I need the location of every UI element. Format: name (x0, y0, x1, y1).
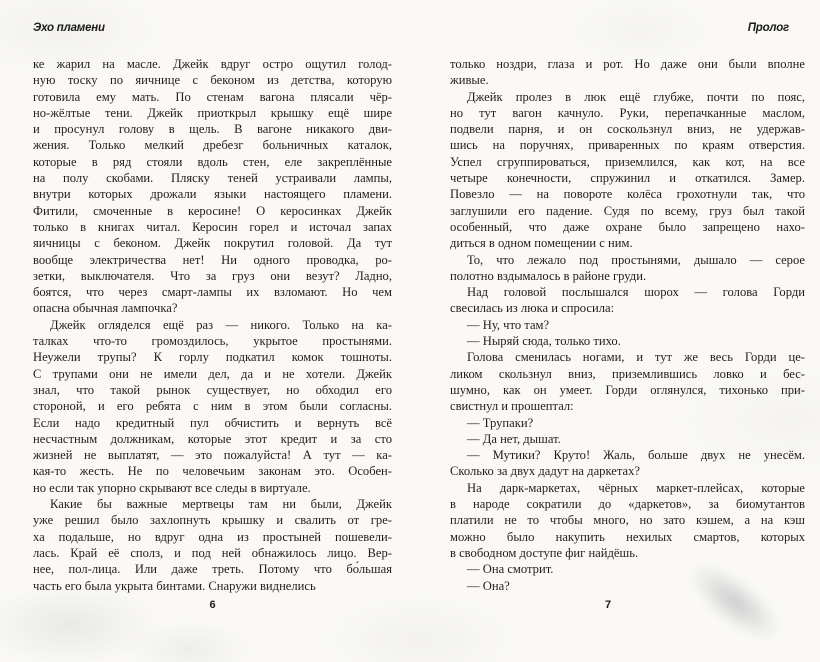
text-line: Сколько за двух дадут на даркетах? (450, 464, 640, 479)
text-line: только ноздри, глаза и рот. Но даже они были вполне (450, 57, 805, 71)
paragraph (450, 480, 805, 561)
text-line: которые в ряд стояли вдоль стен, еле закреплённые (33, 154, 392, 169)
text-line: нее, пол-лица. Или даже треть. Потому что бо́льшая (33, 562, 392, 577)
text-line: Успел сгруппироваться, приземлился, как кот, на все (450, 154, 805, 169)
text-line: жизней не выплатят, — это пожалуйста! А тут — ка- (33, 448, 392, 463)
text-line: лась. Край её сполз, и под ней обнажилось лицо. Вер- (33, 545, 392, 560)
text-line: — Да нет, дышат. (467, 431, 561, 446)
text-line: зетки, выключателя. Что за груз они везут? Ладно, (33, 268, 392, 283)
text-line: готовила ему мать. По стенам вагона плясали чёр- (33, 89, 392, 104)
paragraph (450, 284, 805, 317)
text-line: особенный, что даже охране было запрещено нахо- (450, 219, 805, 234)
text-line: подвели парня, и он соскользнул вниз, не удержав- (450, 122, 805, 137)
paragraph (33, 317, 392, 496)
text-line: заглушили его падение. Судя по всему, груз был такой (450, 203, 805, 218)
text-line: четыре конечности, спружинил и откатился. Замер. (450, 171, 805, 186)
text-line: Фитили, смоченные в керосине! О керосинках Джейк (33, 203, 392, 218)
paragraph (450, 561, 805, 577)
running-header-book-title: Эхо пламени (33, 22, 105, 34)
text-line: яичницы с беконом. Джейк покрутил головой. Да тут (33, 236, 392, 251)
text-line: опасна обычная лампочка? (33, 301, 178, 316)
text-line: Какие бы важные мертвецы там ни были, Джейк (50, 497, 392, 512)
text-line: — Она смотрит. (467, 562, 554, 577)
text-line: На дарк-маркетах, чёрных маркет-плейсах, которые (467, 480, 805, 495)
paragraph (33, 496, 392, 594)
text-line: свесилась из люка и спросила: (450, 301, 615, 316)
text-line: шумно, как он умеет. Горди оглянулся, тихонько при- (450, 382, 805, 397)
text-line: жения. Только мелкий дребезг больничных каталок, (33, 138, 392, 153)
text-line: свистнул и прошептал: (450, 399, 574, 414)
text-line: стороной, и его ребята с ним в этом были согласны. (33, 399, 392, 414)
paragraph (33, 56, 392, 317)
page-number-left: 6 (209, 599, 216, 611)
text-line: на полу скобами. Пляску теней устраивали лампы, (33, 171, 392, 186)
text-line: — Трупаки? (467, 415, 534, 430)
paragraph (450, 431, 805, 447)
left-page-text-column (33, 56, 392, 594)
text-line: диться в одном помещении с ним. (450, 236, 633, 251)
text-line: но тут вагон качнуло. Руки, перепачканные маслом, (450, 105, 805, 120)
text-line: ликом скользнул вниз, приземлившись ловко и бес- (450, 366, 805, 381)
text-line: Джейк огляделся ещё раз — никого. Только на ка- (50, 317, 392, 332)
text-line: Голова сменилась ногами, и тут же весь Горди це- (467, 350, 805, 365)
text-line: вообще электричества нет! Ни одного проводка, ро- (33, 252, 392, 267)
text-line: платили не то чтобы много, но зато кэшем, а на кэш (450, 513, 805, 528)
text-line: талках что-то громоздилось, укрытое простынями. (33, 334, 392, 349)
text-line: Неужели трупы? К горлу подкатил комок тошноты. (33, 350, 392, 365)
text-line: То, что лежало под простынями, дышало — серое (467, 252, 805, 267)
text-line: часть его была укрыта бинтами. Снаружи виднелись (33, 578, 316, 593)
text-line: несчастным должникам, которые этот кредит и за сто (33, 431, 392, 446)
text-line: ную тоску по яичнице с беконом из детства, которую (33, 73, 392, 88)
text-line: Джейк пролез в люк ещё глубже, почти по пояс, (467, 89, 805, 104)
text-line: можно было накупить нехилых смартов, которых (450, 529, 805, 544)
text-line: боятся, что через смарт-лампы их взломают. Но чем (33, 285, 392, 300)
paragraph (450, 56, 805, 89)
text-line: полотно вздымалось в районе груди. (450, 268, 647, 283)
page-number-right: 7 (604, 599, 612, 611)
text-line: Если надо кредитный пул обчистить и вернуть всё (33, 415, 392, 430)
text-line: Над головой послышался шорох — голова Горди (467, 285, 805, 300)
paragraph (450, 447, 805, 480)
text-line: Повезло — на повороте колёса грохотнули так, что (450, 187, 805, 202)
text-line: но если так упорно скрывают все следы в виртуале. (33, 480, 311, 495)
text-line: только в книгах читал. Керосин горел и источал запах (33, 219, 392, 234)
paragraph (450, 415, 805, 431)
text-line: кая-то жесть. Не по человечьим законам это. Особен- (33, 464, 392, 479)
text-line: — Ну, что там? (467, 317, 550, 332)
paragraph (450, 349, 805, 414)
paragraph (450, 333, 805, 349)
text-line: но-жёлтые тени. Джейк приоткрыл крышку ещё шире (33, 105, 392, 120)
paragraph (450, 578, 805, 594)
text-line: — Ныряй сюда, только тихо. (467, 334, 621, 349)
text-line: знал, что такой рынок существует, но обходил его (33, 382, 392, 397)
right-page-text-column (450, 56, 805, 594)
running-header-chapter-title: Пролог (747, 22, 789, 34)
text-line: уже решил было захлопнуть крышку и свалить от гре- (33, 513, 392, 528)
text-line: — Мутики? Круто! Жаль, больше двух не унесём. (467, 448, 805, 463)
text-line: ке жарил на масле. Джейк вдруг остро ощутил голод- (33, 57, 392, 71)
text-line: — Она? (467, 578, 510, 593)
text-line: внутри которых дрожали языки настоящего пламени. (33, 187, 392, 202)
paragraph (450, 317, 805, 333)
text-line: ха подальше, но вдруг одна из простыней пошевели- (33, 529, 392, 544)
text-line: шись на поручнях, приваренных по краям отверстия. (450, 138, 805, 153)
text-line: и просунул голову в щель. В вагоне никакого дви- (33, 122, 392, 137)
text-line: в народе сократили до «даркетов», за биомутантов (450, 497, 805, 512)
paragraph (450, 89, 805, 252)
paragraph (450, 252, 805, 285)
text-line: С трупами они не имели дел, да и не хотели. Джейк (33, 366, 392, 381)
text-line: живые. (450, 73, 489, 88)
text-line: в свободном доступе фиг найдёшь. (450, 545, 639, 560)
